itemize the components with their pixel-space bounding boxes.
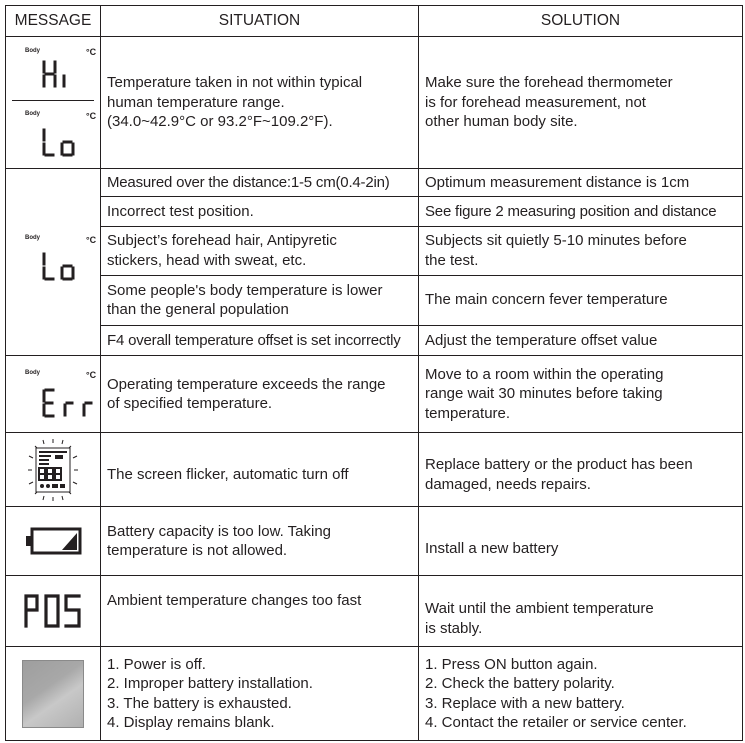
blank-screen-icon [22, 660, 84, 728]
situation-lo-2: Incorrect test position. [101, 197, 419, 227]
text-line: 3. The battery is exhausted. [107, 694, 292, 712]
row-err [6, 356, 743, 433]
lcd-deg-label: °C [86, 47, 97, 57]
text-line: 1. Power is off. [107, 655, 206, 673]
solution-lo-2: See figure 2 measuring position and distance [419, 197, 743, 227]
text-line: Subject’s forehead hair, Antipyretic [107, 232, 337, 250]
solution-err [419, 356, 743, 433]
row-lo-5 [6, 325, 743, 355]
situation-flicker: The screen flicker, automatic turn off [101, 433, 419, 507]
text-line: 1. Press ON button again. [425, 655, 598, 673]
row-pos [6, 576, 743, 647]
text-line: Replace battery or the product has been [425, 456, 693, 473]
text-line: damaged, needs repairs. [425, 475, 591, 493]
situation-hi-lo [101, 37, 419, 169]
text-line: of specified temperature. [107, 395, 273, 412]
row-lo-2 [6, 197, 743, 227]
situation-lo-4 [101, 275, 419, 325]
text-line: is for forehead measurement, not [425, 93, 646, 111]
text-line: is stably. [425, 619, 483, 637]
row-lo-4 [6, 275, 743, 325]
text-line: temperature is not allowed. [107, 542, 288, 559]
text-line: Battery capacity is too low. Taking [107, 522, 332, 540]
text-line: Temperature taken in not within typical [107, 74, 363, 92]
situation-pos: Ambient temperature changes too fast [101, 576, 419, 647]
situation-blank [101, 647, 419, 741]
header-row [6, 6, 743, 37]
solution-lo-5: Adjust the temperature offset value [419, 325, 743, 355]
row-hi-lo [6, 37, 743, 169]
solution-lo-4: The main concern fever temperature [419, 275, 743, 325]
header-situation: SITUATION [101, 6, 419, 37]
text-line: range wait 30 minutes before taking [425, 385, 663, 403]
message-lo [6, 169, 101, 356]
row-lo-3 [6, 227, 743, 275]
row-flicker [6, 433, 743, 507]
header-solution: SOLUTION [419, 6, 743, 37]
text-line: Move to a room within the operating [425, 365, 664, 383]
message-hi-lo [6, 37, 101, 169]
text-line: stickers, head with sweat, etc. [107, 251, 307, 269]
text-line: than the general population [107, 301, 289, 319]
lcd-lo-icon [40, 251, 80, 281]
row-lo-1 [6, 169, 743, 197]
solution-battery: Install a new battery [419, 507, 743, 576]
situation-battery [101, 507, 419, 576]
lcd-pos-icon [22, 592, 84, 630]
lcd-deg-label: °C [86, 111, 97, 121]
header-message: MESSAGE [6, 6, 101, 37]
row-blank [6, 647, 743, 741]
troubleshooting-table [5, 5, 743, 741]
solution-flicker [419, 433, 743, 507]
text-line: 2. Improper battery installation. [107, 675, 313, 692]
text-line: Subjects sit quietly 5-10 minutes before [425, 232, 687, 250]
text-line: Make sure the forehead thermometer [425, 74, 673, 92]
solution-blank [419, 647, 743, 741]
lcd-body-label: Body [25, 111, 40, 117]
message-pos [6, 576, 101, 647]
solution-pos [419, 576, 743, 647]
situation-err [101, 356, 419, 433]
text-line: 4. Display remains blank. [107, 714, 275, 731]
text-line: 3. Replace with a new battery. [425, 694, 625, 712]
text-line: Operating temperature exceeds the range [107, 375, 386, 393]
message-battery [6, 507, 101, 576]
solution-lo-1: Optimum measurement distance is 1cm [419, 169, 743, 197]
lcd-deg-label: °C [86, 370, 97, 380]
lcd-body-label: Body [25, 48, 40, 54]
solution-hi-lo [419, 37, 743, 169]
situation-lo-5: F4 overall temperature offset is set incorrectly [101, 325, 419, 355]
situation-lo-1: Measured over the distance:1-5 cm(0.4-2in) [101, 169, 419, 197]
text-line: (34.0~42.9°C or 93.2°F~109.2°F). [107, 113, 333, 131]
low-battery-icon [24, 526, 82, 556]
solution-lo-3 [419, 227, 743, 275]
message-blank [6, 647, 101, 741]
lcd-err-icon [40, 388, 98, 418]
text-line: temperature. [425, 404, 511, 422]
text-line: 2. Check the battery polarity. [425, 675, 615, 692]
text-line: human temperature range. [107, 93, 285, 111]
lcd-deg-label: °C [86, 235, 97, 245]
row-battery [6, 507, 743, 576]
lcd-lo-icon [40, 127, 80, 157]
lcd-body-label: Body [25, 235, 40, 241]
lcd-hi-icon [40, 59, 70, 89]
situation-lo-3 [101, 227, 419, 275]
text-line: Wait until the ambient temperature [425, 600, 654, 617]
text-line: Some people's body temperature is lower [107, 281, 383, 299]
message-flicker [6, 433, 101, 507]
text-line: the test. [425, 251, 479, 269]
lcd-body-label: Body [25, 370, 40, 376]
text-line: 4. Contact the retailer or service center. [425, 714, 687, 731]
lcd-full-display-icon [27, 438, 79, 502]
text-line: other human body site. [425, 113, 578, 131]
message-err [6, 356, 101, 433]
